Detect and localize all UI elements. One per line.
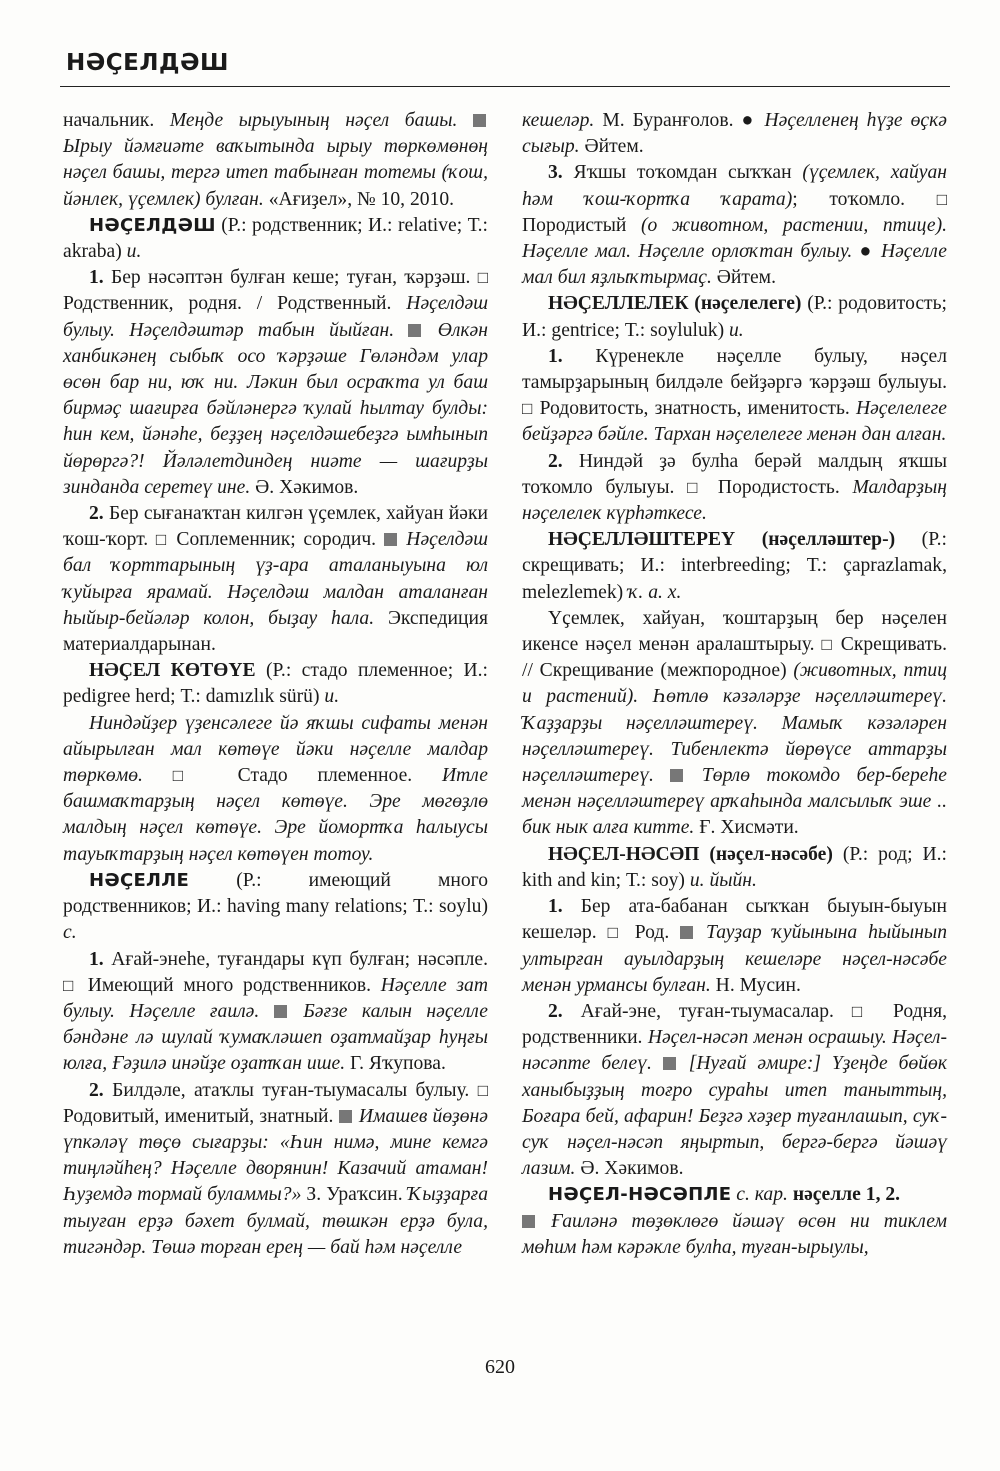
definition-text: Ағай-энеһе, туғандары күп булған; нәсәпле. [103,948,488,970]
quotation-text: Тауҙар ҡуйынына һыйынып ултырған ауылдарҙың кешеләре нәҫел-нәсәбе менән урмансы булған. [522,922,947,996]
headword: НӘҪЕЛ-НӘСӘП (нәҫел-нәсәбе) [548,843,833,865]
left-column [63,108,488,1261]
sense [63,1078,488,1261]
sense-number: 1. [548,896,563,918]
sense-number: 1. [89,948,104,970]
sense [522,999,947,1182]
example-text: Итле башмаҡтарҙың нәҫел көтөүе. Эре мөгөҙлө малдың нәҫел көтөүе. Эре йомортҡа һалыусы тауыҡтарҙың нәҫел көтөүен тотоу. [63,765,488,865]
quotation-marker-icon [473,114,486,127]
source-text: З. Ураҡсин. [301,1184,408,1206]
square-marker-icon: □ [522,399,534,419]
square-marker-icon: □ [172,766,208,786]
sense [522,894,947,999]
source-text: Ә. Хәкимов. [575,1158,684,1180]
source-text: Әйтем. [579,136,644,158]
sense-number: 3. [548,162,563,184]
translations: (Р.: скрещивать; И.: interbreeding; Т.: çaprazlamak, melezlemek) [522,529,947,603]
quotation-text: Ғаиләнә төҙөклөгө йәшәү өсөн ни тиклем мөһим һәм кәрәкле булһа, туған-ырыулы, [522,1210,948,1258]
square-marker-icon: □ [687,477,706,497]
quotation-text: Нәҫелдәш бал ҡорттарының үҙ-ара аталаныуына юл ҡуйырға ярамай. Нәҫелдәш малдан аталанған һыйыр-бейәләр колон, быҙау һала. [63,529,488,629]
source-text: Ә. Хәкимов. [250,476,359,498]
square-marker-icon: □ [477,1080,488,1100]
headword: НӘҪЕЛДӘШ [89,214,216,236]
quotation-text: Ырыу йәмғиәте ваҡытында ырыу төркөмөнөң нәҫел башы, тергә итеп табынған тотемы (ҡош, йәнлек, үҫемлек) булған. [63,136,488,210]
example-text: Нәҫел-нәсәп менән осрашыу. Нәҫел-нәсәпте белеү. [522,1027,947,1075]
russian-equivalent: Породистый [522,214,641,236]
cross-reference: нәҫелле 1, 2. [792,1184,901,1206]
example-text: Нәҫелелеге бейҙәргә бәйле. Тархан нәҫелелеге менән дан алған. [522,398,947,446]
sense [63,711,488,868]
entry-heading [63,658,488,710]
example-text: (животных, птиц и растений). Һөтлө кәзәләрҙе нәҫелләштереү. Ҡаҙҙарҙы нәҫелләштереү. Мамыҡ кәзәләрен нәҫелләштереү. Тибенлектә йөрөүсе аттарҙы нәҫелләштереү. [522,660,948,787]
definition-text: ; тоҡомло. [792,188,937,210]
sense [522,160,947,291]
quotation-marker-icon [522,1215,535,1228]
example-text: (о животном, растении, птице). Нәҫелле мал. Нәҫелле орлоҡтан булыу. [522,214,947,263]
quotation-text: Ҡыҙҙарға тыуған ерҙә бәхет булмай, төшкән ерҙә була, тигәндәр. Төшә торған ерең — бай һәм нәҫелле [63,1184,488,1258]
square-marker-icon: □ [851,1001,876,1021]
quotation-marker-icon [680,926,693,939]
quotation-text: Өлкән ханбикәнең сыбыҡ осо ҡәрҙәше Гөләндәм улар өсөн бар ни, юҡ ни. Ләкин был осраҡта ул баш бирмәҫ шағирға бәйләнергә ҡулай һылтау булды: һин кем, йәнәһе, беҙҙең нәҫелдәшебеҙгә ымһынып йөрөргә?! Йәләлетдиндең ниәте — шағирҙы зинданда серетеү ине. [63,319,488,498]
part-of-speech: с. кар. [731,1184,793,1206]
russian-equivalent: Имеющий много родственников. [78,974,381,996]
entry-heading [522,1182,947,1208]
translations: (Р.: род; И.: kith and kin; Т.: soy) [522,843,948,891]
russian-equivalent: Породистость. [705,476,853,498]
headword: НӘҪЕЛ-НӘСӘПЛЕ [548,1184,732,1206]
quotation-text: [Нуғай әмире:] Үҙеңде бөйөк ханыбыҙҙың тоғро сураһы итеп таныттың, Боғара бей, афарин! Беҙгә хәҙер туғанлашып, суҡ-суҡ нәҫел-нәсәп яңыртып, бергә-бергә йәшәү лазим. [522,1053,948,1180]
russian-equivalent: Стадо племенное. [207,765,442,787]
definition-text: Үҫемлек, хайуан, ҡоштарҙың бер нәҫелен икенсе нәҫел менән аралаштырыу. [522,607,947,656]
definition-text: Бер сығанаҡтан килгән үҫемлек, хайуан йәки ҡош-ҡорт. [63,503,488,551]
example-text: Меңде ырыуының нәҫел башы. [169,110,458,131]
headword: НӘҪЕЛЛЕ [89,869,190,891]
square-marker-icon: □ [477,268,488,288]
sense [522,344,947,449]
proverb-marker-icon: ● [859,241,874,263]
entry-heading [522,291,947,343]
sense-number: 1. [548,345,563,367]
proverb-marker-icon: ● [741,110,757,131]
proverb-text: Нәҫелле мал бил яҙлыҡтырмаҫ. [522,241,947,289]
quotation-text: Бәғзе калын нәҫелле бәндәне лә шулай ҡумаҡләшеп оҙатмайҙар һуңғы юлға, Ғәҙилә инәйҙе оҙатҡан ише. [63,1000,488,1075]
header-rule [60,86,950,87]
sense-number: 2. [548,450,563,472]
definition-text: начальник. [63,110,170,131]
part-of-speech: и. йыйн. [689,869,757,891]
definition-text: Ағай-эне, туған-тыумасалар. [562,1000,852,1022]
russian-equivalent: Родовитость, знатность, именитость. [533,398,856,420]
source-text: Ғ. Хисмәти. [694,817,799,839]
quotation-marker-icon [339,1110,352,1123]
entry-continuation [522,108,947,160]
right-column [522,108,947,1261]
definition-text: Күренекле нәҫелле булыу, нәҫел тамырҙарының билдәле бейҙәргә ҡәрҙәш булыуы. [522,345,947,394]
russian-equivalent: Родня, родственники. [522,1000,947,1049]
quotation-marker-icon [663,1057,676,1070]
source-text: Экспедиция материалдарынан. [63,607,488,656]
headword: НӘҪЕЛЛЕЛЕК (нәҫелелеге) [548,293,802,315]
source-text: Н. Мусин. [710,974,801,996]
square-marker-icon: □ [936,189,947,209]
russian-equivalent: Скрещивать. // Скрещивание (межпородное) [522,634,947,682]
sense [522,606,947,842]
quotation-text: Имашев йөҙөнә үпкәләү төҫө сығарҙы: «Һин нимә, мине кемгә тиңләйһең? Нәҫелле дворянин! Казачий атаман! Һуҙемдә тормай буламмы?» [63,1105,489,1206]
proverb-text: Нәҫелленең һүҙе өҫкә сығыр. [522,110,947,158]
square-marker-icon: □ [155,530,169,550]
square-marker-icon: □ [607,923,624,943]
sense-number: 2. [89,1079,104,1101]
entry-heading [63,213,488,265]
translations: (Р.: родовитость; И.: gentrice; Т.: soyluluk) [522,293,948,341]
definition-text: Бер нәсәптән булған кеше; туған, ҡәрҙәш. [103,267,478,289]
entry-heading [63,868,488,947]
definition-text: Бер ата-бабанан сыҡҡан быуын-быуын кешеләр. [522,896,947,944]
part-of-speech: с. [63,922,77,944]
quotation-text: кешеләр. [522,110,595,131]
headword: НӘҪЕЛ КӨТӨҮЕ [89,660,256,682]
source-text: Г. Яҡупова. [345,1053,446,1075]
quotation-marker-icon [408,324,421,337]
example-text: Малдарҙың нәҫелелек күрһәткесе. [522,476,947,525]
example-text: Нәҫелдәш булыу. Нәҫелдәштәр табын йыйған. [63,293,488,341]
sense-number: 1. [89,267,104,289]
entry-continuation [63,108,488,213]
russian-equivalent: Родовитый, именитый, знатный. [63,1105,334,1127]
entry-heading [522,842,947,894]
sense [522,449,947,528]
square-marker-icon: □ [821,635,834,655]
definition-text: Ниндәйҙер үҙенсәлеге йә яҡшы сифаты менән айырылған мал көтөүе йәки нәҫелле малдар төркөмө. [63,712,488,787]
definition-note: (үҫемлек, хайуан һәм ҡош-ҡортҡа ҡарата) [522,162,947,210]
quotation-text: Төрлө токомдо бер-береһе менән нәҫелләштереү арҡаһында малсылыҡ эше .. бик нык алға китте. [522,765,947,839]
source-text: Әйтем. [711,267,776,289]
source-text: М. Буранғолов. [594,110,742,131]
russian-equivalent: Соплеменник; сородич. [168,529,384,551]
example-text: Нәҫелле зат булыу. Нәҫелле ғаилә. [63,974,488,1022]
definition-text: Ниндәй ҙә булһа берәй малдың яҡшы тоҡомло булыуы. [522,450,947,498]
sense [63,501,488,658]
headword: НӘҪЕЛЛӘШТЕРЕҮ (нәҫелләштер-) [548,529,896,551]
running-head: НӘҪЕЛДӘШ [66,50,229,76]
source-text: «Ағиҙел», № 10, 2010. [263,188,455,210]
translations: (Р.: имеющий много родственников; И.: having many relations; Т.: soylu) [63,869,488,918]
definition-text: Яҡшы тоҡомдан сыҡҡан [562,162,803,184]
quotation-marker-icon [274,1005,287,1018]
sense [63,947,488,1078]
square-marker-icon: □ [63,975,79,995]
sense [63,265,488,501]
entry-heading [522,527,947,606]
russian-equivalent: Род. [623,922,681,944]
quotation-marker-icon [670,769,683,782]
sense-number: 2. [548,1000,563,1022]
sense-number: 2. [89,503,104,525]
quotation-marker-icon [384,533,397,546]
part-of-speech: и. [324,686,340,708]
sense [522,1209,947,1261]
translations: (Р.: родственник; И.: relative; Т.: akraba) [63,214,488,263]
translations: (Р.: стадо племенное; И.: pedigree herd; Т.: damızlık sürü) [63,660,488,708]
part-of-speech: и. [126,241,142,263]
page-number: 620 [485,1356,515,1378]
russian-equivalent: Родственник, родня. / Родственный. [63,293,407,315]
part-of-speech: ҡ. а. х. [628,581,682,603]
part-of-speech: и. [729,319,744,341]
definition-text: Билдәле, атаҡлы туған-тыумасалы булыу. [103,1079,478,1101]
